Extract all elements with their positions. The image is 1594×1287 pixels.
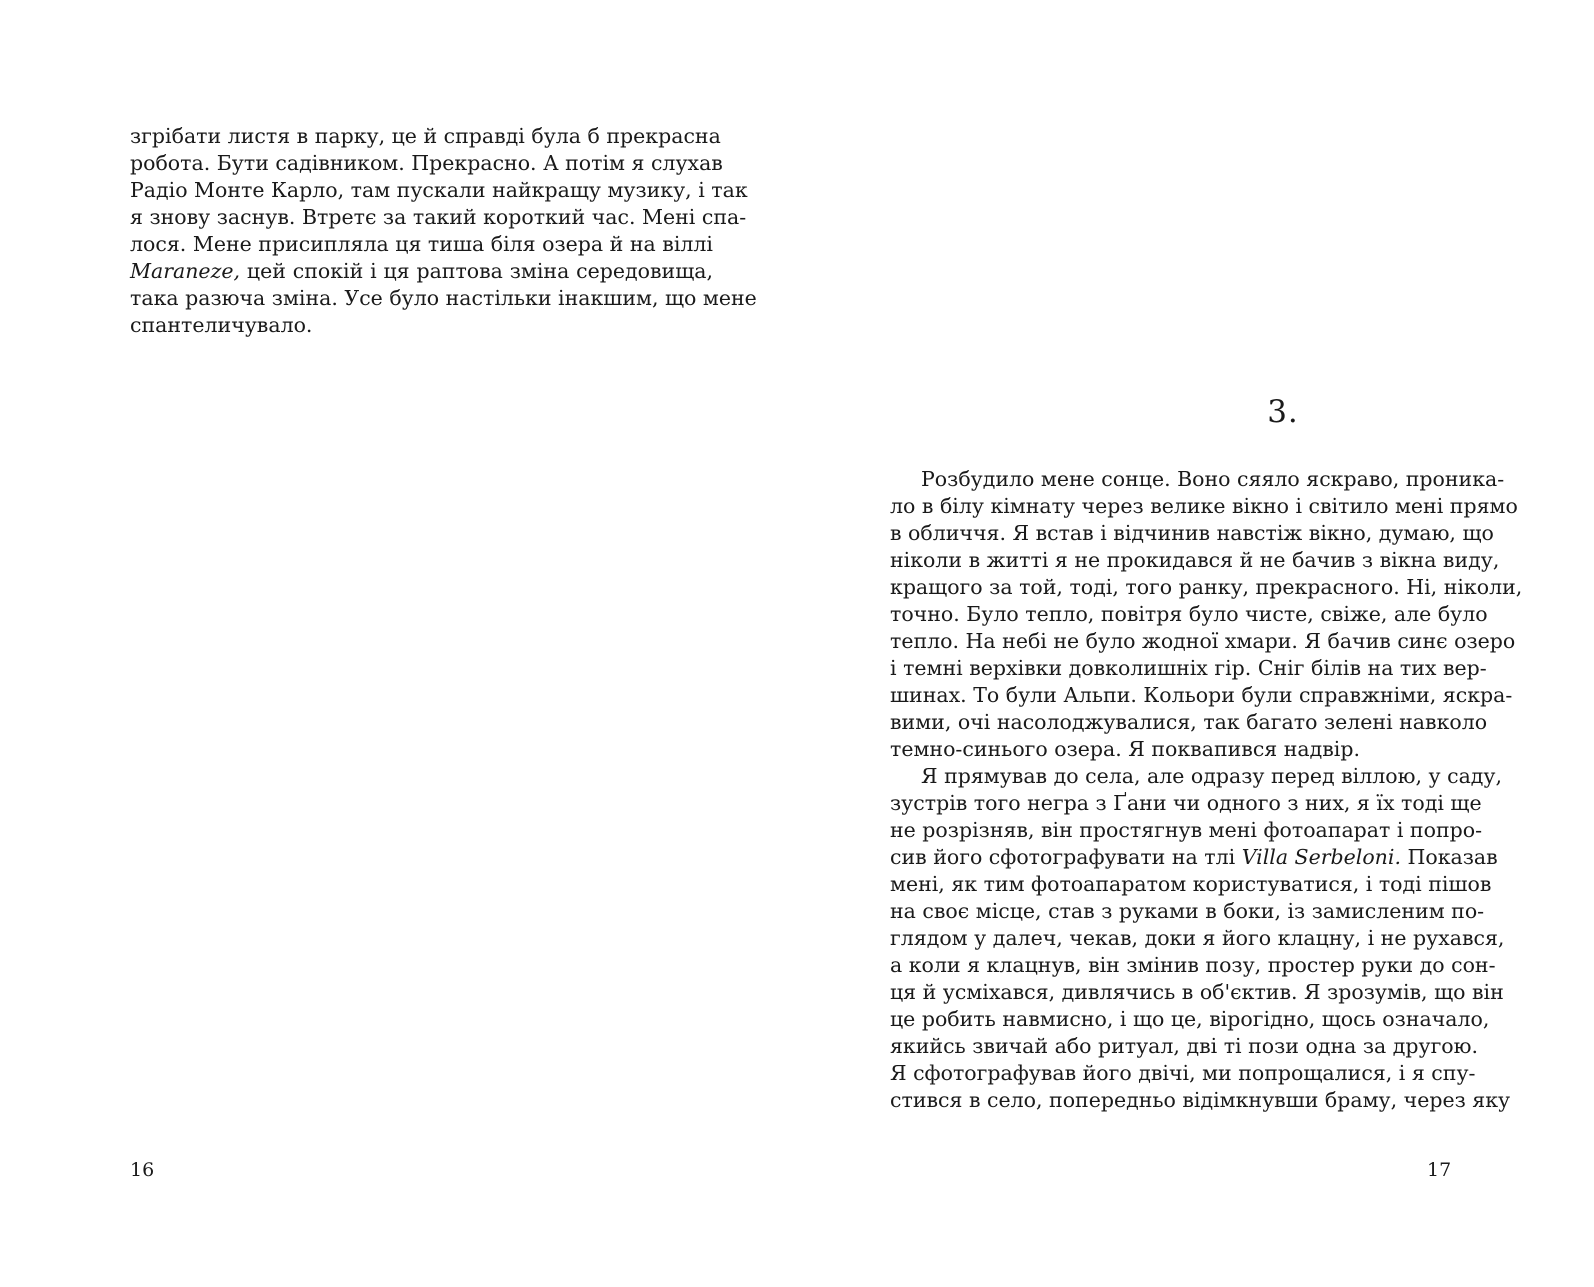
text-line-start: сив його сфотографувати на тлі xyxy=(890,845,1236,869)
right-page-text xyxy=(890,466,1523,1114)
chapter-number: 3. xyxy=(1267,394,1299,430)
text-line: точно. Було тепло, повітря було чисте, свіже, але було xyxy=(890,602,1488,626)
text-line xyxy=(890,844,1498,871)
text-line: Розбудило мене сонце. Воно сяяло яскраво, проника- xyxy=(921,467,1505,491)
text-line: тепло. На небі не було жодної хмари. Я бачив синє озеро xyxy=(890,629,1516,653)
text-line: вими, очі насолоджувалися, так багато зелені навколо xyxy=(890,710,1488,734)
text-line: глядом у далеч, чекав, доки я його клацну, і не рухався, xyxy=(890,926,1505,950)
text-line: мені, як тим фотоапаратом користуватися, і тоді пішов xyxy=(890,872,1492,896)
text-line: робота. Бути садівником. Прекрасно. А потім я слухав xyxy=(130,151,723,175)
text-line: кращого за той, тоді, того ранку, прекрасного. Ні, ніколи, xyxy=(890,575,1523,599)
text-line: а коли я клацнув, він змінив позу, простер руки до сон- xyxy=(890,953,1496,977)
italic-word: Maraneze, xyxy=(130,259,241,283)
page-number-left: 16 xyxy=(130,1159,155,1181)
text-line: стився в село, попередньо відімкнувши браму, через яку xyxy=(890,1088,1511,1112)
right-page xyxy=(797,0,1594,1287)
page-number-right: 17 xyxy=(1427,1159,1452,1181)
text-line xyxy=(130,258,713,285)
text-line: і темні верхівки довколишніх гір. Сніг білів на тих вер- xyxy=(890,656,1487,680)
text-line: не розрізняв, він простягнув мені фотоапарат і попро- xyxy=(890,818,1482,842)
text-line: в обличчя. Я встав і відчинив навстіж вікно, думаю, що xyxy=(890,521,1494,545)
text-line: якийсь звичай або ритуал, дві ті пози одна за другою. xyxy=(890,1034,1479,1058)
left-page-text xyxy=(130,123,757,339)
text-line: Я сфотографував його двічі, ми попрощалися, і я спу- xyxy=(890,1061,1476,1085)
text-line: зустрів того негра з Ґани чи одного з них, я їх тоді ще xyxy=(890,791,1482,815)
text-line: така разюча зміна. Усе було настільки інакшим, що мене xyxy=(130,286,757,310)
text-line: темно-синього озера. Я поквапився надвір. xyxy=(890,737,1360,761)
text-line: спантеличувало. xyxy=(130,313,313,337)
text-line: я знову заснув. Втретє за такий короткий час. Мені спа- xyxy=(130,205,747,229)
text-line: ця й усміхався, дивлячись в об'єктив. Я зрозумів, що він xyxy=(890,980,1504,1004)
text-line-rest: Показав xyxy=(1407,845,1498,869)
text-line: ніколи в житті я не прокидався й не бачив з вікна виду, xyxy=(890,548,1500,572)
text-line: згрібати листя в парку, це й справді була б прекрасна xyxy=(130,124,721,148)
text-line: лося. Мене присипляла ця тиша біля озера й на віллі xyxy=(130,232,713,256)
text-line: Я прямував до села, але одразу перед віллою, у саду, xyxy=(921,764,1502,788)
text-line: ло в білу кімнату через велике вікно і світило мені прямо xyxy=(890,494,1518,518)
text-line: Радіо Монте Карло, там пускали найкращу музику, і так xyxy=(130,178,748,202)
italic-phrase: Villa Serbeloni. xyxy=(1241,845,1401,869)
text-line: шинах. То були Альпи. Кольори були справжніми, яскра- xyxy=(890,683,1513,707)
text-line: це робить навмисно, і що це, вірогідно, щось означало, xyxy=(890,1007,1490,1031)
text-line-rest: цей спокій і ця раптова зміна середовища, xyxy=(246,259,713,283)
text-line: на своє місце, став з руками в боки, із замисленим по- xyxy=(890,899,1485,923)
